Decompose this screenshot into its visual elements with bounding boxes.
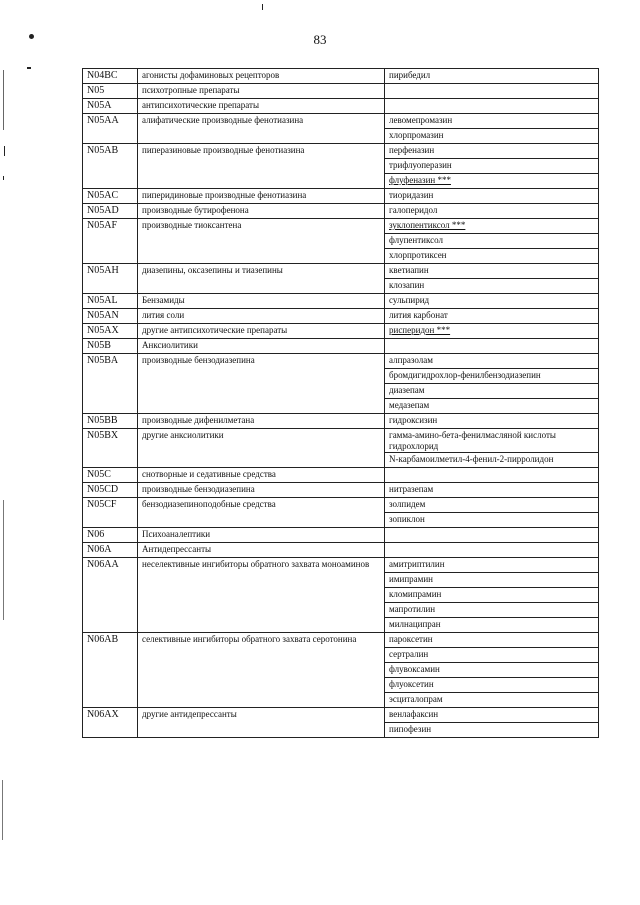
table-row xyxy=(83,294,599,309)
scan-mark-line-4 xyxy=(3,500,4,620)
drug-name-cell: имипрамин xyxy=(385,573,599,588)
drug-name-cell: пирибедил xyxy=(385,69,599,84)
table-row xyxy=(83,528,599,543)
atc-code-cell: N05AF xyxy=(83,219,138,264)
group-name-cell: лития соли xyxy=(138,309,385,324)
drug-name-cell: лития карбонат xyxy=(385,309,599,324)
table-row xyxy=(83,69,599,84)
atc-code-cell: N04BC xyxy=(83,69,138,84)
drug-name-cell: золпидем xyxy=(385,498,599,513)
drug-name-cell: амитриптилин xyxy=(385,558,599,573)
table-row xyxy=(83,114,599,129)
drug-name-cell: гамма-амино-бета-фенилмасляной кислоты гидрохлорид xyxy=(385,429,599,453)
group-name-cell: другие антидепрессанты xyxy=(138,708,385,738)
drug-name-cell: кветиапин xyxy=(385,264,599,279)
group-name-cell: бензодиазепиноподобные средства xyxy=(138,498,385,528)
page-number: 83 xyxy=(313,32,327,47)
atc-code-cell: N05AH xyxy=(83,264,138,294)
drug-name-cell: алпразолам xyxy=(385,354,599,369)
drug-name-cell: флупентиксол xyxy=(385,234,599,249)
drug-name-cell: сертралин xyxy=(385,648,599,663)
group-name-cell: снотворные и седативные средства xyxy=(138,468,385,483)
drug-name-cell: галоперидол xyxy=(385,204,599,219)
scan-mark-line-5 xyxy=(2,780,3,840)
group-name-cell: Бензамиды xyxy=(138,294,385,309)
table-row xyxy=(83,219,599,234)
atc-code-cell: N05BA xyxy=(83,354,138,414)
atc-code-cell: N05B xyxy=(83,339,138,354)
table-row xyxy=(83,309,599,324)
atc-code-cell: N05C xyxy=(83,468,138,483)
scan-mark-tick xyxy=(27,67,31,69)
atc-code-cell: N05AD xyxy=(83,204,138,219)
drug-name-cell: милнаципран xyxy=(385,618,599,633)
table-row xyxy=(83,84,599,99)
table-row xyxy=(83,429,599,453)
scan-mark-line-2 xyxy=(4,146,5,156)
drug-name-cell: флувоксамин xyxy=(385,663,599,678)
atc-code-cell: N06 xyxy=(83,528,138,543)
group-name-cell: Антидепрессанты xyxy=(138,543,385,558)
group-name-cell: Психоаналептики xyxy=(138,528,385,543)
table-row xyxy=(83,354,599,369)
table-row xyxy=(83,144,599,159)
atc-table-body xyxy=(83,69,599,738)
atc-code-cell: N05AL xyxy=(83,294,138,309)
atc-code-cell: N05A xyxy=(83,99,138,114)
drug-name-cell xyxy=(385,339,599,354)
atc-code-cell: N06AX xyxy=(83,708,138,738)
drug-name-cell: пароксетин xyxy=(385,633,599,648)
group-name-cell: пиперидиновые производные фенотиазина xyxy=(138,189,385,204)
drug-name-cell xyxy=(385,84,599,99)
drug-name-cell: клозапин xyxy=(385,279,599,294)
group-name-cell: производные тиоксантена xyxy=(138,219,385,264)
group-name-cell: пиперазиновые производные фенотиазина xyxy=(138,144,385,189)
drug-name-cell: диазепам xyxy=(385,384,599,399)
group-name-cell: производные бензодиазепина xyxy=(138,354,385,414)
table-row xyxy=(83,558,599,573)
drug-name-cell xyxy=(385,468,599,483)
drug-name-cell: пипофезин xyxy=(385,723,599,738)
drug-name-cell: гидроксизин xyxy=(385,414,599,429)
group-name-cell: другие антипсихотические препараты xyxy=(138,324,385,339)
group-name-cell: неселективные ингибиторы обратного захвата моноаминов xyxy=(138,558,385,633)
atc-code-cell: N05CD xyxy=(83,483,138,498)
drug-name-cell: эсциталопрам xyxy=(385,693,599,708)
drug-name-cell xyxy=(385,543,599,558)
group-name-cell: алифатические производные фенотиазина xyxy=(138,114,385,144)
drug-name-cell: левомепромазин xyxy=(385,114,599,129)
atc-code-cell: N06AB xyxy=(83,633,138,708)
table-row xyxy=(83,324,599,339)
drug-name-cell xyxy=(385,99,599,114)
drug-name-cell xyxy=(385,528,599,543)
table-row xyxy=(83,204,599,219)
atc-code-cell: N05AN xyxy=(83,309,138,324)
group-name-cell: производные бензодиазепина xyxy=(138,483,385,498)
atc-classification-table xyxy=(82,68,599,738)
scan-mark-line-1 xyxy=(3,70,4,130)
atc-code-cell: N06AA xyxy=(83,558,138,633)
atc-code-cell: N05AX xyxy=(83,324,138,339)
atc-code-cell: N05 xyxy=(83,84,138,99)
table-row xyxy=(83,99,599,114)
atc-code-cell: N06A xyxy=(83,543,138,558)
group-name-cell: агонисты дофаминовых рецепторов xyxy=(138,69,385,84)
table-row xyxy=(83,264,599,279)
drug-name-cell: тиоридазин xyxy=(385,189,599,204)
group-name-cell: селективные ингибиторы обратного захвата серотонина xyxy=(138,633,385,708)
atc-code-cell: N05BB xyxy=(83,414,138,429)
group-name-cell: производные бутирофенона xyxy=(138,204,385,219)
table-row xyxy=(83,498,599,513)
drug-name-cell: бромдигидрохлор-фенилбензодиазепин xyxy=(385,369,599,384)
scan-mark-line-3 xyxy=(3,176,4,180)
drug-name-cell: зуклопентиксол *** xyxy=(385,219,599,234)
scan-mark-tick-top xyxy=(262,4,263,10)
drug-name-cell: нитразепам xyxy=(385,483,599,498)
drug-name-cell: хлорпротиксен xyxy=(385,249,599,264)
table-row xyxy=(83,468,599,483)
drug-name-cell: флуоксетин xyxy=(385,678,599,693)
group-name-cell: Анксиолитики xyxy=(138,339,385,354)
drug-name-cell: хлорпромазин xyxy=(385,129,599,144)
table-row xyxy=(83,483,599,498)
drug-name-cell: рисперидон *** xyxy=(385,324,599,339)
atc-code-cell: N05AB xyxy=(83,144,138,189)
group-name-cell: другие анксиолитики xyxy=(138,429,385,468)
scan-mark-dot xyxy=(29,34,34,39)
atc-code-cell: N05AA xyxy=(83,114,138,144)
atc-code-cell: N05CF xyxy=(83,498,138,528)
drug-name-cell: перфеназин xyxy=(385,144,599,159)
drug-name-cell: зопиклон xyxy=(385,513,599,528)
drug-name-cell: N-карбамоилметил-4-фенил-2-пирролидон xyxy=(385,453,599,468)
drug-name-cell: трифлуоперазин xyxy=(385,159,599,174)
drug-name-cell: мапротилин xyxy=(385,603,599,618)
table-row xyxy=(83,543,599,558)
drug-name-cell: медазепам xyxy=(385,399,599,414)
table-row xyxy=(83,339,599,354)
drug-name-cell: сульпирид xyxy=(385,294,599,309)
table-row xyxy=(83,189,599,204)
group-name-cell: производные дифенилметана xyxy=(138,414,385,429)
table-row xyxy=(83,708,599,723)
drug-name-cell: флуфеназин *** xyxy=(385,174,599,189)
drug-name-cell: венлафаксин xyxy=(385,708,599,723)
atc-code-cell: N05BX xyxy=(83,429,138,468)
group-name-cell: диазепины, оксазепины и тиазепины xyxy=(138,264,385,294)
table-row xyxy=(83,633,599,648)
drug-name-cell: кломипрамин xyxy=(385,588,599,603)
atc-code-cell: N05AC xyxy=(83,189,138,204)
table-row xyxy=(83,414,599,429)
group-name-cell: антипсихотические препараты xyxy=(138,99,385,114)
group-name-cell: психотропные препараты xyxy=(138,84,385,99)
